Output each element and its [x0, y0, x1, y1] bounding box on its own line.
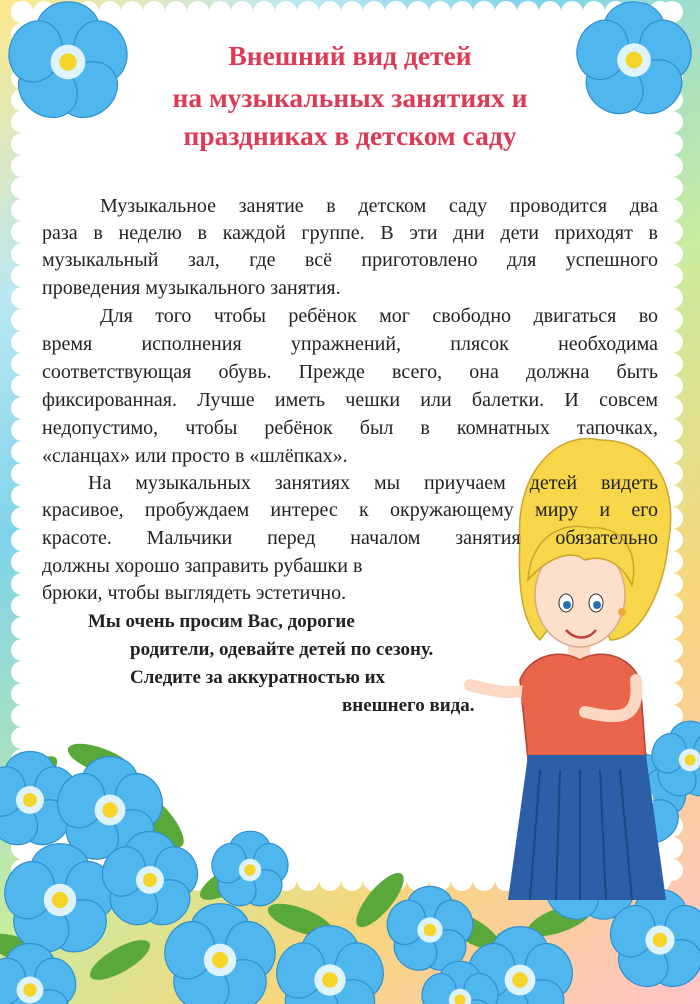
title-line-1: Внешний вид детей [228, 40, 472, 71]
body-line: Для того чтобы ребёнок мог свободно двигаться во [100, 305, 658, 327]
body-line: красоте. Мальчики перед началом занятия обязательно [42, 527, 658, 549]
body-line: должны хорошо заправить рубашки в [42, 555, 363, 577]
body-line: время исполнения упражнений, плясок необходима [42, 333, 658, 355]
title-line-3: праздниках в детском саду [183, 120, 517, 151]
body-line: недопустимо, чтобы ребёнок был в комнатных тапочках, [42, 417, 658, 439]
flower-icon [0, 943, 82, 1004]
body-line: красивое, пробуждаем интерес к окружающему миру и его [42, 499, 658, 521]
body-line: фиксированная. Лучше иметь чешки или балетки. И совсем [42, 389, 658, 411]
flower-icon [270, 926, 391, 1004]
body-line: Музыкальное занятие в детском саду проводится два [100, 195, 658, 217]
body-line: брюки, чтобы выглядеть эстетично. [42, 582, 347, 604]
body-line: раза в неделю в каждой группе. В эти дни дети приходят в [42, 222, 658, 244]
title-line-2: на музыкальных занятиях и [172, 82, 528, 113]
body-line: «сланцах» или просто в «шлёпках». [42, 445, 348, 467]
appeal-line-1: Мы очень просим Вас, дорогие [88, 611, 355, 632]
body-line: соответствующая обувь. Прежде всего, она должна быть [42, 361, 658, 383]
body-line: проведения музыкального занятия. [42, 277, 341, 299]
body-line: На музыкальных занятиях мы приучаем детей видеть [88, 472, 658, 494]
appeal-line-2: родители, одевайте детей по сезону. [130, 639, 434, 660]
body-line: музыкальный зал, где всё приготовлено для успешного [42, 249, 658, 271]
appeal-line-4: внешнего вида. [342, 695, 475, 716]
appeal-line-3: Следите за аккуратностью их [130, 667, 386, 688]
